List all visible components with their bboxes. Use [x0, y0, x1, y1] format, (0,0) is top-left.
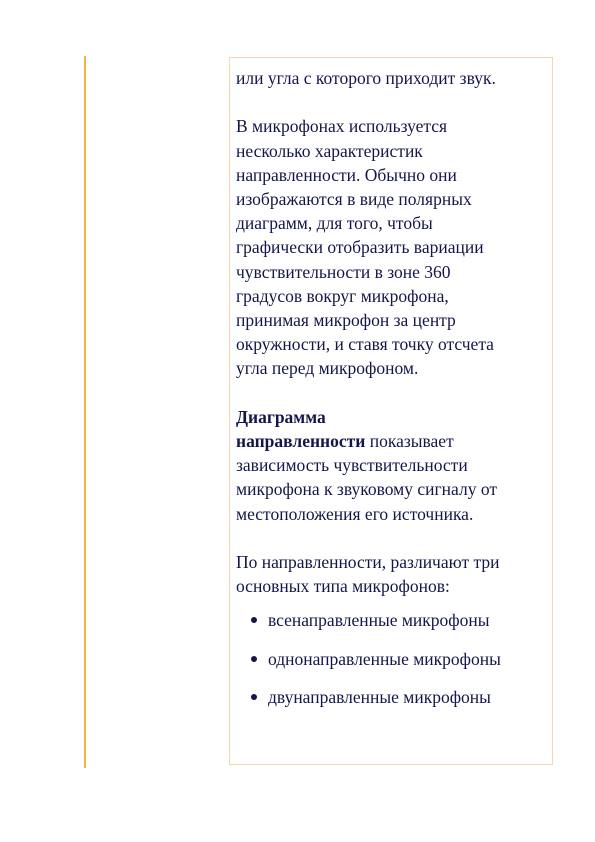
text-content [236, 66, 546, 724]
para1-line: несколько характеристик [236, 140, 423, 161]
definition-line: микрофона к звуковому сигналу от [236, 479, 497, 500]
bullet-icon [251, 656, 257, 662]
para1-line: изображаются в виде полярных [236, 189, 472, 209]
list-item: двунаправленные микрофоны [236, 685, 546, 709]
list-item: однонаправленные микрофоны [236, 647, 546, 671]
list-item: всенаправленные микрофоны [236, 608, 546, 632]
left-margin-rule [84, 56, 86, 768]
bullet-icon [251, 694, 257, 700]
bullet-icon [251, 617, 257, 623]
paragraph-directivity [236, 114, 546, 380]
para1-line: градусов вокруг микрофона, [236, 285, 449, 306]
para1-line: графически отобразить вариации [236, 237, 484, 258]
definition-line: зависимость чувствительности [236, 455, 468, 476]
microphone-types-list [236, 608, 546, 709]
definition-text: показывает [365, 431, 454, 452]
para1-line: угла перед микрофоном. [236, 358, 419, 379]
para1-line: окружности, и ставя точку отсчета [236, 334, 494, 355]
types-line: основных типа микрофонов: [236, 576, 450, 597]
types-line: По направленности, различают три [236, 552, 500, 573]
paragraph-types [236, 550, 546, 598]
definition-line: местоположения его источника. [236, 503, 474, 524]
para1-line: направленности. Обычно они [236, 164, 457, 185]
para1-line: чувствительности в зоне 360 [236, 261, 451, 282]
intro-line: или угла с которого приходит звук. [236, 68, 496, 88]
paragraph-definition [236, 405, 546, 526]
text-frame [229, 57, 553, 765]
para1-line: диаграмм, для того, чтобы [236, 213, 433, 234]
para1-line: В микрофонах используется [236, 116, 448, 137]
para1-line: принимая микрофон за центр [236, 310, 456, 331]
term-bold: Диаграмма [236, 406, 326, 427]
term-bold: направленности [236, 431, 366, 452]
